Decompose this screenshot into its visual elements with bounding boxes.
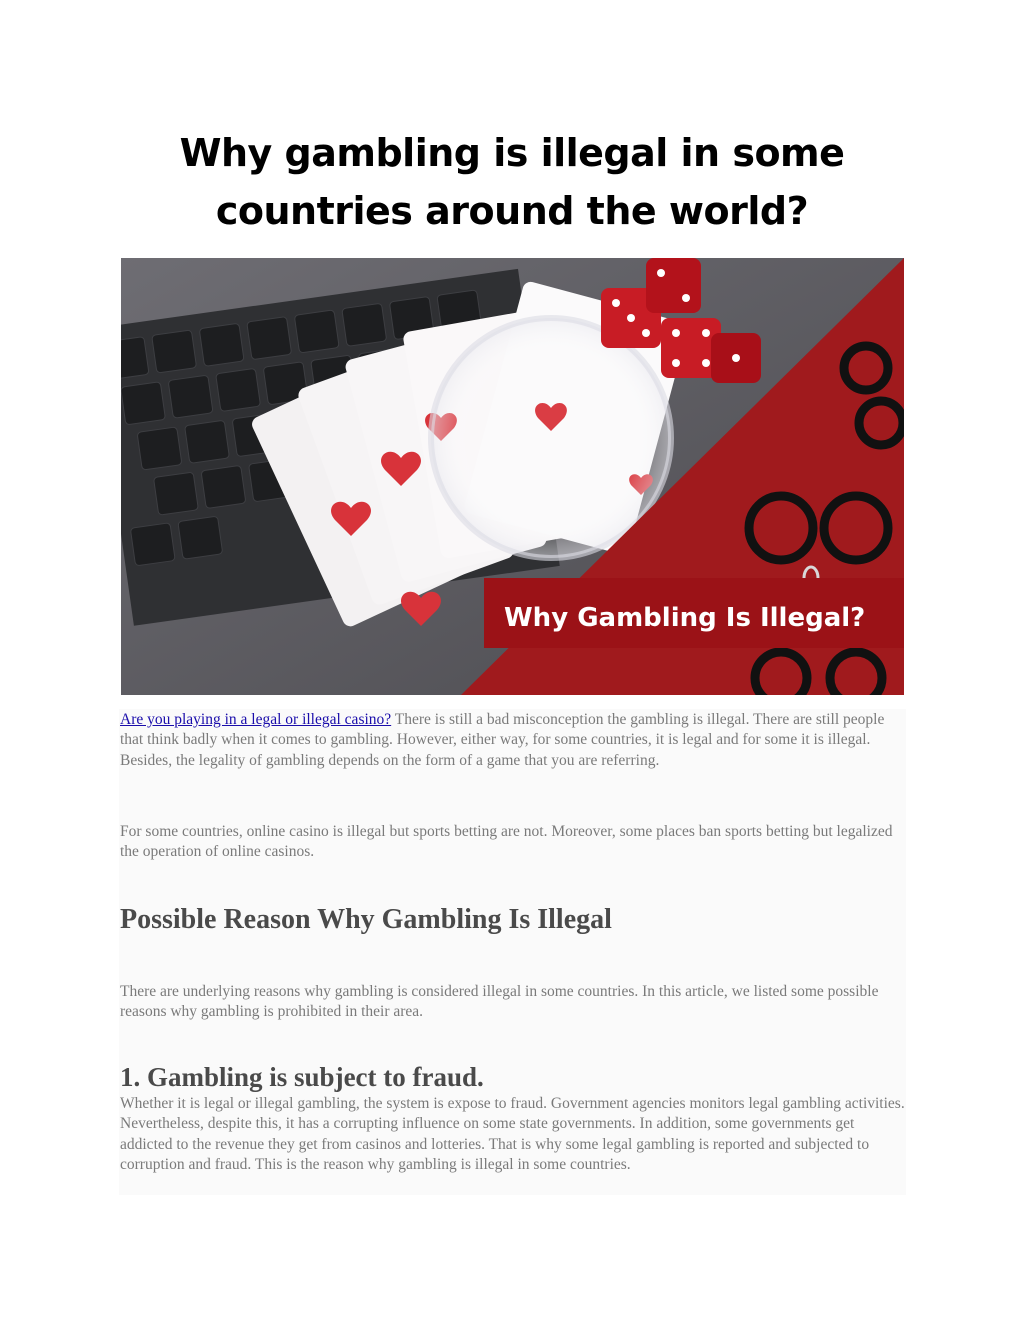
intro-text: There is still a bad misconception the gambling is illegal. There are still people that think badly when it comes to gambling. However, either way, for some countries, it is legal and for some it is illegal. Besides, the legality of gambling depends on the form of a game that you are referring. — [120, 711, 885, 769]
section-heading: Possible Reason Why Gambling Is Illegal — [120, 904, 612, 935]
article-body — [119, 709, 906, 1195]
subheading-fraud: 1. Gambling is subject to fraud. — [120, 1062, 484, 1092]
paragraph-3: There are underlying reasons why gambling is considered illegal in some countries. In this article, we listed some possible reasons why gambling is prohibited in their area. — [120, 983, 879, 1021]
title-line-2: countries around the world? — [215, 189, 809, 233]
legal-casino-link[interactable]: Are you playing in a legal or illegal casino? — [120, 711, 392, 728]
hero-image — [121, 258, 904, 695]
document-title — [0, 124, 1024, 240]
paragraph-4: Whether it is legal or illegal gambling, the system is expose to fraud. Government agencies monitors legal gambling activities. Nevertheless, despite this, it has a corrupting influence on some state governments. In addition, some governments get addicted to the revenue they get from casinos and lotteries. That is why some legal gambling is reported and subjected to corruption and fraud. This is the reason why gambling is illegal in some countries. — [120, 1095, 905, 1174]
intro-paragraph — [120, 710, 906, 771]
caption-text: Why Gambling Is Illegal? — [504, 603, 866, 633]
title-line-1: Why gambling is illegal in some — [179, 131, 845, 175]
paragraph-2: For some countries, online casino is illegal but sports betting are not. Moreover, some places ban sports betting but legalized the operation of online casinos. — [120, 823, 893, 861]
